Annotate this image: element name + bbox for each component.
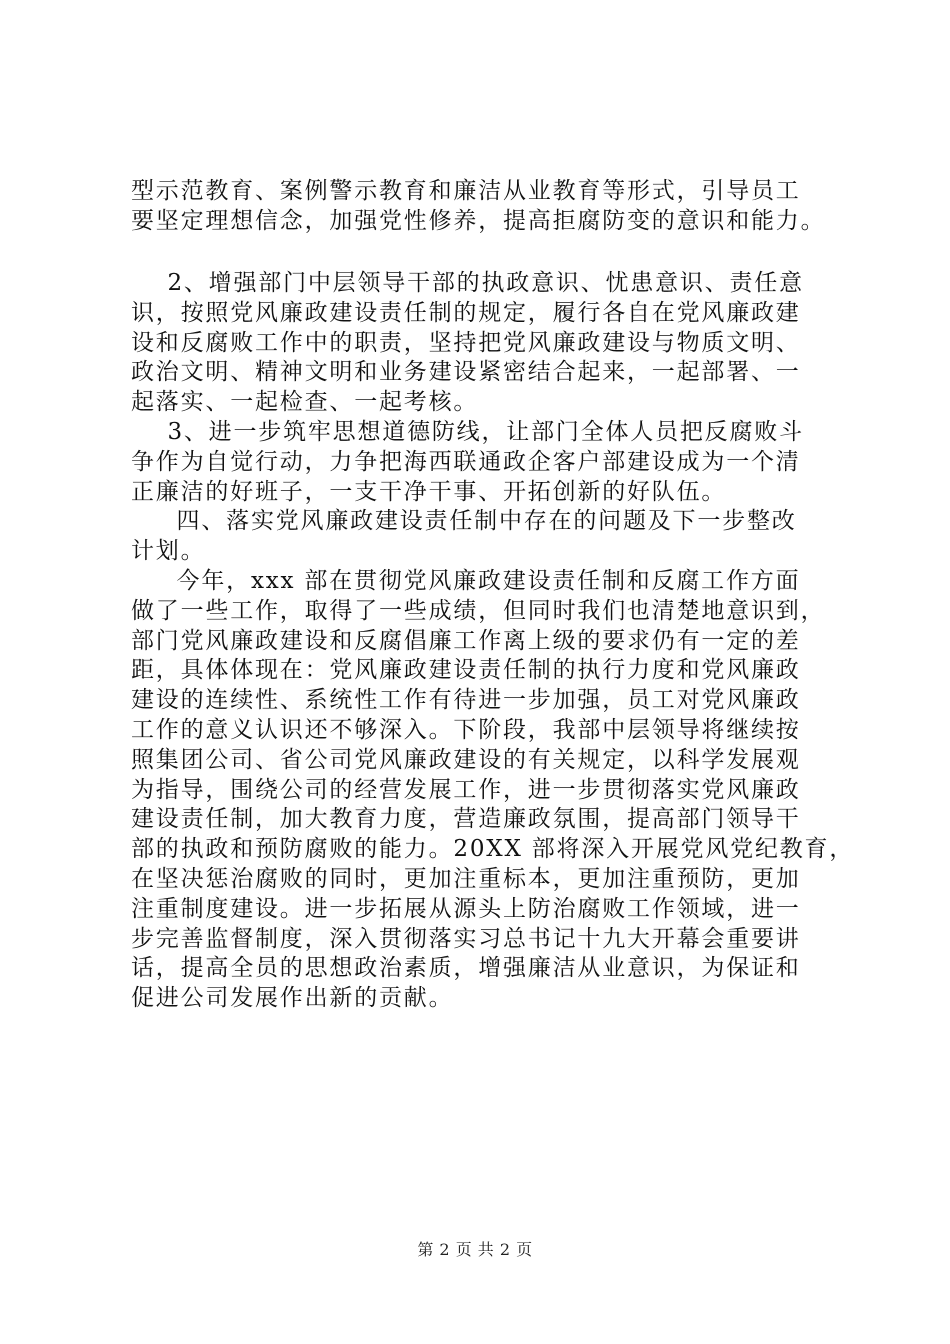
text-line: 话，提高全员的思想政治素质，增强廉洁从业意识，为保证和 xyxy=(131,955,801,982)
text-line: 型示范教育、案例警示教育和廉洁从业教育等形式，引导员工 xyxy=(131,178,801,204)
text-line: 建设责任制，加大教育力度，营造廉政氛围，提高部门领导干 xyxy=(131,806,801,833)
text-line: 识，按照党风廉政建设责任制的规定，履行各自在党风廉政建 xyxy=(131,299,801,326)
text-line: 距，具体体现在：党风廉政建设责任制的执行力度和党风廉政 xyxy=(131,657,801,684)
text-line: 步完善监督制度，深入贯彻落实习总书记十九大开幕会重要讲 xyxy=(131,925,801,952)
text-line: 计划。 xyxy=(131,538,206,565)
text-line: 2、增强部门中层领导干部的执政意识、忧患意识、责任意 xyxy=(131,270,804,296)
text-line: 今年，xxx 部在贯彻党风廉政建设责任制和反腐工作方面 xyxy=(131,567,801,594)
text-line: 照集团公司、省公司党风廉政建设的有关规定，以科学发展观 xyxy=(131,746,801,773)
text-line: 争作为自觉行动，力争把海西联通政企客户部建设成为一个清 xyxy=(131,448,801,475)
text-line: 部门党风廉政建设和反腐倡廉工作离上级的要求仍有一定的差 xyxy=(131,627,801,654)
text-line: 四、落实党风廉政建设责任制中存在的问题及下一步整改 xyxy=(131,508,797,535)
text-line: 起落实、一起检查、一起考核。 xyxy=(131,389,479,416)
paragraph-continuation xyxy=(131,177,831,237)
text-line: 政治文明、精神文明和业务建设紧密结合起来，一起部署、一 xyxy=(131,359,801,386)
text-line: 注重制度建设。进一步拓展从源头上防治腐败工作领域，进一 xyxy=(131,895,801,922)
text-line: 为指导，围绕公司的经营发展工作，进一步贯彻落实党风廉政 xyxy=(131,776,801,803)
text-line: 做了一些工作，取得了一些成绩，但同时我们也清楚地意识到， xyxy=(131,597,826,624)
text-line: 3、进一步筑牢思想道德防线，让部门全体人员把反腐败斗 xyxy=(131,418,804,445)
text-line: 工作的意义认识还不够深入。下阶段，我部中层领导将继续按 xyxy=(131,716,801,743)
page-number-footer: 第 2 页 共 2 页 xyxy=(417,1240,533,1259)
body-text xyxy=(131,269,855,1014)
text-line: 部的执政和预防腐败的能力。20XX 部将深入开展党风党纪教育， xyxy=(131,836,855,863)
text-line: 建设的连续性、系统性工作有待进一步加强，员工对党风廉政 xyxy=(131,687,801,714)
text-line: 正廉洁的好班子，一支干净干事、开拓创新的好队伍。 xyxy=(131,478,727,505)
text-line: 在坚决惩治腐败的同时，更加注重标本，更加注重预防，更加 xyxy=(131,865,801,892)
text-line: 促进公司发展作出新的贡献。 xyxy=(131,985,454,1012)
text-line: 要坚定理想信念，加强党性修养，提高拒腐防变的意识和能力。 xyxy=(131,207,826,234)
text-line: 设和反腐败工作中的职责，坚持把党风廉政建设与物质文明、 xyxy=(131,329,801,356)
